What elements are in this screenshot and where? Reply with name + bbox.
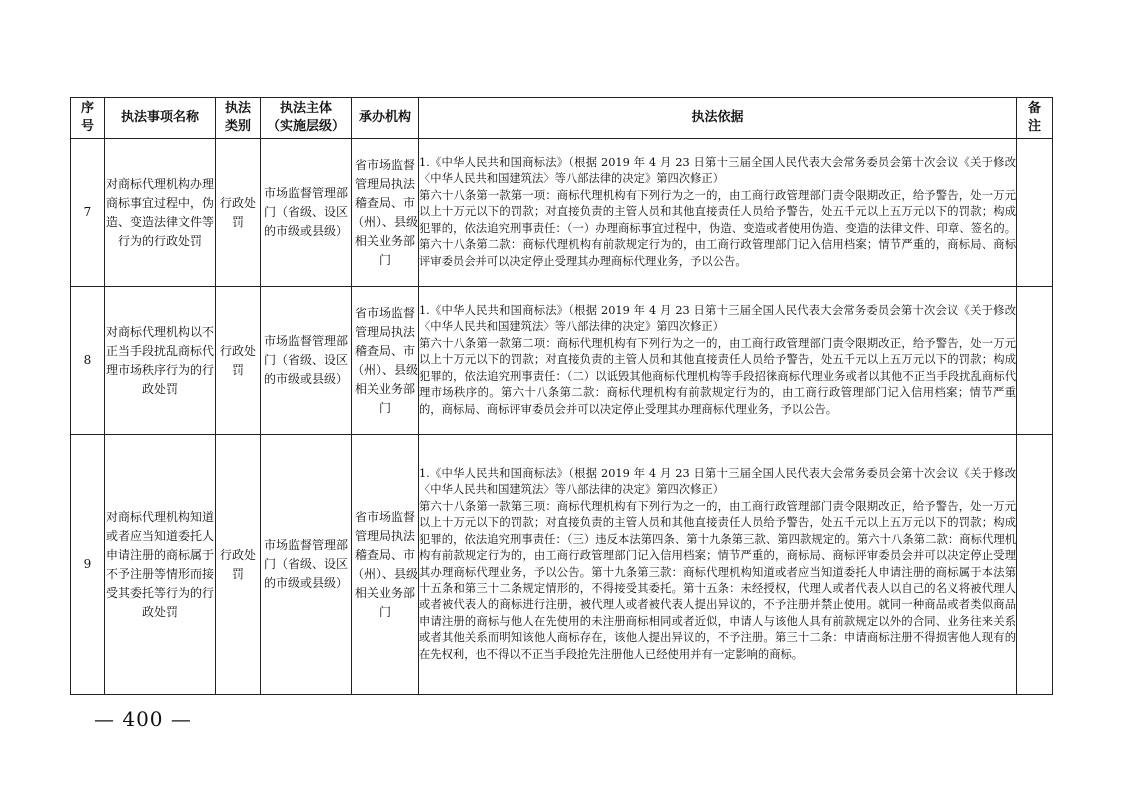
basis-text: 1.《中华人民共和国商标法》（根据 2019 年 4 月 23 日第十三届全国人民代表大会常务委员会第十次会议《关于修改〈中华人民共和国建筑法〉等八部法律的决定》第四次修正） 第六十八条第一款第二项：商标代理机构有下列行为之一的，由工商行政管理部门责令限期改正，给予警告，处一万元以上十万元以下的罚款；对直接负责的主管人员和其他直接责任人员给予警告，处五千元以上五万元以下的罚款；构成犯罪的，依法追究刑事责任：（二）以诋毁其他商标代理机构等手段招徕商标代理业务或者以其他不正当手段扰乱商标代理市场秩序的。第六十八条第二款：商标代理机构有前款规定行为的，由工商行政管理部门记入信用档案；情节严重的，商标局、商标评审委员会并可以决定停止受理其办理商标代理业务，予以公告。 [419, 304, 1016, 416]
cell-basis [419, 139, 1017, 287]
cell-agency: 省市场监督管理局执法稽查局、市（州）、县级相关业务部门 [352, 287, 419, 435]
cell-subject: 市场监督管理部门（省级、设区的市级或县级） [261, 139, 352, 287]
cell-agency: 省市场监督管理局执法稽查局、市（州）、县级相关业务部门 [352, 139, 419, 287]
basis-text: 1.《中华人民共和国商标法》（根据 2019 年 4 月 23 日第十三届全国人民代表大会常务委员会第十次会议《关于修改〈中华人民共和国建筑法〉等八部法律的决定》第四次修正） 第六十八条第一款第一项：商标代理机构有下列行为之一的，由工商行政管理部门责令限期改正，给予警告，处一万元以上十万元以下的罚款；对直接负责的主管人员和其他直接责任人员给予警告，处五千元以上五万元以下的罚款；构成犯罪的，依法追究刑事责任：（一）办理商标事宜过程中，伪造、变造或者使用伪造、变造的法律文件、印章、签名的。第六十八条第二款：商标代理机构有前款规定行为的，由工商行政管理部门记入信用档案；情节严重的，商标局、商标评审委员会并可以决定停止受理其办理商标代理业务，予以公告。 [419, 156, 1016, 268]
cell-agency: 省市场监督管理局执法稽查局、市（州）、县级相关业务部门 [352, 435, 419, 695]
law-enforcement-table [70, 97, 1053, 695]
table-row [71, 435, 1053, 695]
basis-text: 1.《中华人民共和国商标法》（根据 2019 年 4 月 23 日第十三届全国人民代表大会常务委员会第十次会议《关于修改〈中华人民共和国建筑法〉等八部法律的决定》第四次修正） 第六十八条第一款第三项：商标代理机构有下列行为之一的，由工商行政管理部门责令限期改正，给予警告，处一万元以上十万元以下的罚款；对直接负责的主管人员和其他直接责任人员给予警告，处五千元以上五万元以下的罚款；构成犯罪的，依法追究刑事责任：（三）违反本法第四条、第十九条第三款、第四款规定的。第六十八条第二款：商标代理机构有前款规定行为的，由工商行政管理部门记入信用档案；情节严重的，商标局、商标评审委员会并可以决定停止受理其办理商标代理业务，予以公告。第十九条第三款：商标代理机构知道或者应当知道委托人申请注册的商标属于本法第十五条和第三十二条规定情形的，不得接受其委托。第十五条：未经授权，代理人或者代表人以自己的名义将被代理人或者被代表人的商标进行注册，被代理人或者被代表人提出异议的，不予注册并禁止使用。就同一种商品或者类似商品申请注册的商标与他人在先使用的未注册商标相同或者近似，申请人与该他人具有前款规定以外的合同、业务往来关系或者其他关系而明知该他人商标存在，该他人提出异议的，不予注册。第三十二条：申请商标注册不得损害他人现有的在先权利，也不得以不正当手段抢先注册他人已经使用并有一定影响的商标。 [419, 467, 1016, 661]
cell-category: 行政处罚 [216, 435, 261, 695]
header-no: 序 号 [71, 98, 105, 139]
table-row [71, 139, 1053, 287]
cell-no: 7 [71, 139, 105, 287]
cell-category: 行政处罚 [216, 139, 261, 287]
cell-subject: 市场监督管理部门（省级、设区的市级或县级） [261, 287, 352, 435]
table-row [71, 287, 1053, 435]
cell-item-name: 对商标代理机构以不正当手段扰乱商标代理市场秩序行为的行政处罚 [105, 287, 216, 435]
cell-category: 行政处罚 [216, 287, 261, 435]
header-agency: 承办机构 [352, 98, 419, 139]
cell-remark [1017, 287, 1053, 435]
cell-subject: 市场监督管理部门（省级、设区的市级或县级） [261, 435, 352, 695]
cell-no: 9 [71, 435, 105, 695]
cell-basis [419, 435, 1017, 695]
cell-item-name: 对商标代理机构知道或者应当知道委托人申请注册的商标属于不予注册等情形而接受其委托等行为的行政处罚 [105, 435, 216, 695]
header-item-name: 执法事项名称 [105, 98, 216, 139]
cell-item-name: 对商标代理机构办理商标事宜过程中，伪造、变造法律文件等行为的行政处罚 [105, 139, 216, 287]
header-subject: 执法主体 （实施层级） [261, 98, 352, 139]
table-header-row [71, 98, 1053, 139]
header-category: 执法 类别 [216, 98, 261, 139]
cell-remark [1017, 139, 1053, 287]
header-basis: 执法依据 [419, 98, 1017, 139]
cell-remark [1017, 435, 1053, 695]
cell-basis [419, 287, 1017, 435]
page-number: — 400 — [94, 707, 192, 731]
cell-no: 8 [71, 287, 105, 435]
header-remark: 备 注 [1017, 98, 1053, 139]
